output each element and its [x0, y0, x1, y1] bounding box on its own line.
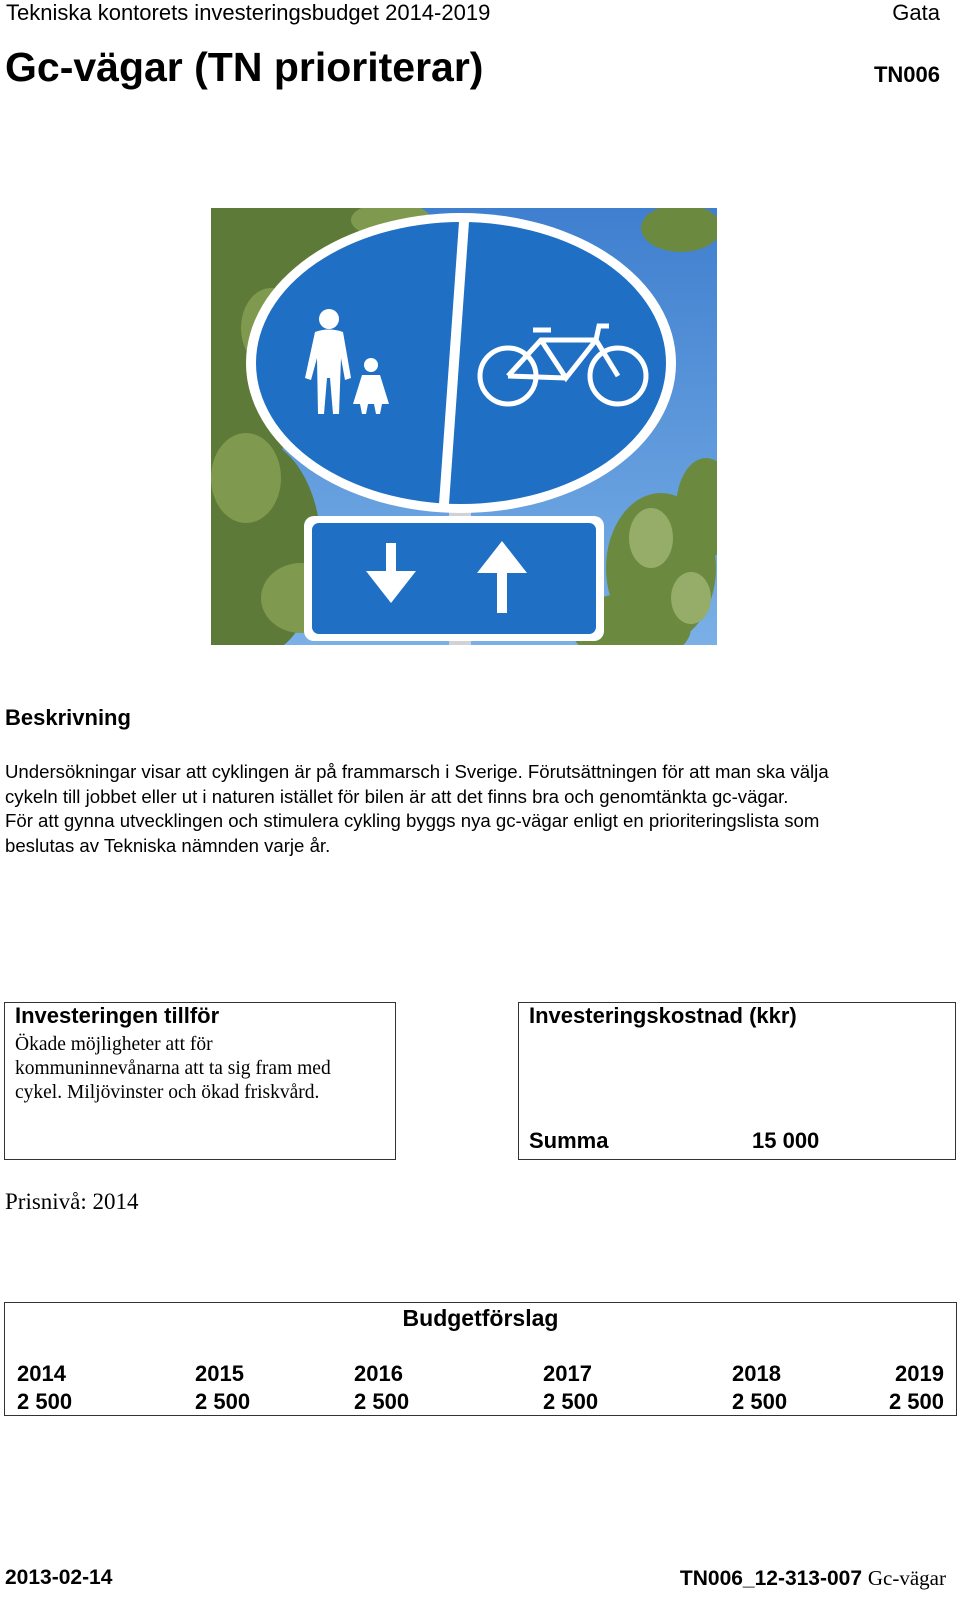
budget-column	[732, 1360, 787, 1416]
budget-year: 2019	[895, 1361, 944, 1386]
budget-box	[4, 1302, 957, 1416]
budget-year: 2016	[354, 1361, 403, 1386]
benefit-line: kommuninnevånarna att ta sig fram med	[15, 1058, 331, 1079]
description-text	[5, 760, 945, 858]
budget-value: 2 500	[354, 1389, 410, 1414]
project-title: Gc-vägar (TN prioriterar)	[5, 44, 484, 90]
footer-date: 2013-02-14	[5, 1566, 113, 1589]
description-line: cykeln till jobbet eller ut i naturen istället för bilen är att det finns bra och genomtänkta gc-vägar.	[5, 785, 789, 807]
price-level: Prisnivå: 2014	[5, 1189, 139, 1214]
budget-year: 2017	[543, 1361, 592, 1386]
budget-year: 2014	[17, 1361, 66, 1386]
footer-doc-ref	[680, 1566, 946, 1591]
budget-column	[195, 1360, 250, 1416]
benefit-line: cykel. Miljövinster och ökad friskvård.	[15, 1082, 320, 1103]
budget-value: 2 500	[732, 1389, 788, 1414]
budget-heading: Budgetförslag	[402, 1305, 559, 1331]
cost-heading: Investeringskostnad (kkr)	[529, 1003, 797, 1028]
budget-value: 2 500	[888, 1389, 944, 1414]
sum-label: Summa	[529, 1128, 609, 1153]
budget-column	[543, 1360, 598, 1416]
budget-column	[354, 1360, 409, 1416]
sum-value: 15 000	[752, 1128, 820, 1153]
budget-year: 2015	[195, 1361, 244, 1386]
benefit-box	[4, 1002, 396, 1160]
description-line: beslutas av Tekniska nämnden varje år.	[5, 834, 331, 856]
budget-column	[17, 1360, 72, 1416]
budget-value: 2 500	[195, 1389, 251, 1414]
project-code: TN006	[873, 62, 940, 87]
budget-value: 2 500	[17, 1389, 73, 1414]
cost-box	[518, 1002, 956, 1160]
document-title: Tekniska kontorets investeringsbudget 2014-2019	[6, 0, 491, 25]
footer-doc-id: TN006_12-313-007	[679, 1567, 863, 1590]
budget-value: 2 500	[543, 1389, 599, 1414]
footer-doc-name: Gc-vägar	[867, 1566, 946, 1590]
description-line: För att gynna utvecklingen och stimulera cykling byggs nya gc-vägar enligt en prioriteringslista som	[5, 810, 820, 831]
benefit-line: Ökade möjligheter att för	[15, 1034, 213, 1055]
cycle-path-sign-photo	[211, 208, 717, 645]
budget-column	[889, 1360, 944, 1416]
description-heading: Beskrivning	[5, 705, 131, 730]
benefit-text	[15, 1033, 387, 1105]
benefit-heading: Investeringen tillför	[15, 1003, 220, 1028]
budget-year: 2018	[732, 1361, 781, 1386]
description-line: Undersökningar visar att cyklingen är på frammarsch i Sverige. Förutsättningen för att man ska välja	[5, 761, 829, 782]
category-label: Gata	[892, 0, 940, 25]
